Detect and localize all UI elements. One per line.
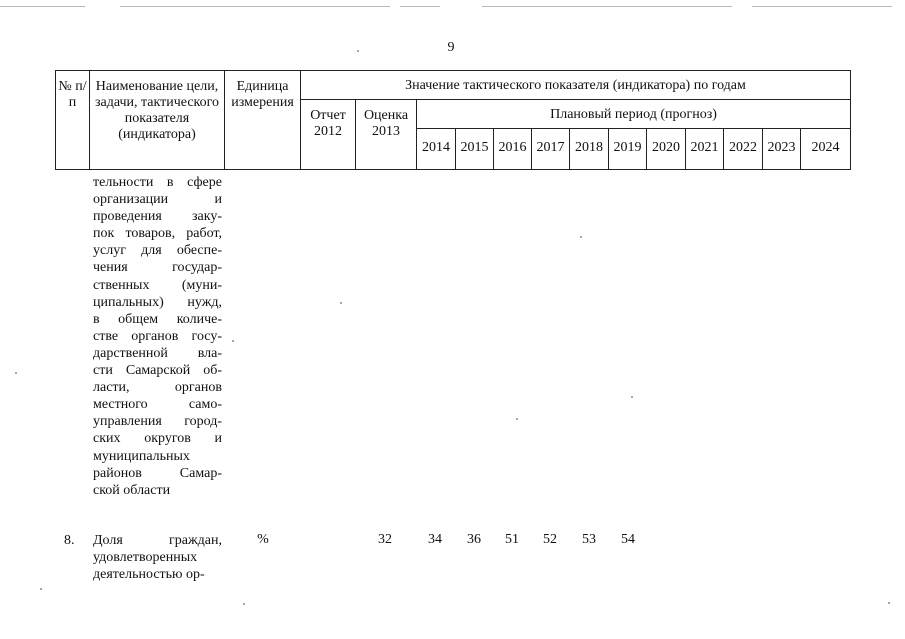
scan-speck	[15, 372, 17, 374]
scan-speck	[516, 418, 518, 420]
header-name: Наименование цели, задачи, тактического показателя (индикатора)	[90, 71, 225, 169]
header-year: 2019	[609, 129, 647, 169]
text-line: Доля граждан,	[93, 533, 222, 548]
text-line: в общем количе-	[93, 311, 222, 327]
scan-speck	[232, 340, 234, 342]
row-8-value-2017: 52	[543, 532, 557, 547]
scan-line	[482, 6, 732, 7]
header-year: 2018	[570, 129, 609, 169]
text-line: услуг для обеспе-	[93, 243, 222, 259]
indicator-continued-text	[93, 174, 222, 499]
header-number: № п/п	[56, 71, 90, 169]
text-line: пок товаров, работ,	[93, 226, 222, 242]
text-line: местного само-	[93, 397, 222, 413]
scan-speck	[888, 602, 890, 604]
row-8-value-2014: 34	[428, 532, 442, 547]
row-8-value-2015: 36	[467, 532, 481, 547]
text-line: ственных (муни-	[93, 277, 222, 293]
text-line: удовлетворенных	[93, 550, 198, 565]
row-8-value-2016: 51	[505, 532, 519, 547]
text-line: ласти, органов	[93, 380, 222, 396]
text-line: сти Самарской об-	[93, 363, 222, 379]
text-line: деятельностью ор-	[93, 567, 205, 582]
page-number: 9	[447, 40, 455, 55]
header-plan-period: Плановый период (прогноз)	[417, 100, 850, 129]
text-line: муниципальных	[93, 448, 190, 464]
header-report: Отчет 2012	[301, 100, 356, 169]
scan-line	[120, 6, 390, 7]
scan-speck	[243, 603, 245, 605]
row-8-value-2018: 53	[582, 532, 596, 547]
scan-line	[752, 6, 892, 7]
scan-line	[400, 6, 440, 7]
text-line: тельности в сфере	[93, 175, 222, 190]
text-line: ципальных) нужд,	[93, 294, 222, 310]
header-values-group: Значение тактического показателя (индикатора) по годам	[301, 71, 850, 100]
header-year: 2016	[494, 129, 532, 169]
text-line: ской области	[93, 482, 171, 498]
text-line: организации и	[93, 192, 222, 208]
text-line: стве органов госу-	[93, 328, 222, 344]
scan-speck	[631, 396, 633, 398]
header-estimate: Оценка 2013	[356, 100, 417, 169]
header-year: 2022	[724, 129, 763, 169]
text-line: ских округов и	[93, 431, 222, 447]
scan-speck	[340, 302, 342, 304]
text-line: дарственной вла-	[93, 345, 222, 361]
text-line: районов Самар-	[93, 465, 222, 481]
row-8-unit: %	[257, 532, 269, 547]
scan-speck	[40, 588, 42, 590]
text-line: чения государ-	[93, 260, 222, 276]
row-8-value-2019: 54	[621, 532, 635, 547]
table-header	[55, 70, 851, 170]
scan-speck	[357, 50, 359, 52]
header-year: 2021	[686, 129, 724, 169]
header-year: 2024	[811, 140, 840, 155]
row-8-name	[93, 532, 222, 583]
header-year: 2015	[456, 129, 494, 169]
header-year: 2023	[763, 129, 801, 169]
header-year: 2020	[647, 129, 686, 169]
header-year: 2014	[417, 129, 456, 169]
row-8-number: 8.	[64, 533, 75, 548]
text-line: проведения заку-	[93, 209, 222, 225]
header-year: 2017	[532, 129, 570, 169]
scan-speck	[580, 236, 582, 238]
text-line: управления город-	[93, 414, 222, 430]
row-8-value-2013: 32	[378, 532, 392, 547]
header-unit: Единица измерения	[225, 71, 301, 169]
scan-line	[0, 6, 85, 7]
